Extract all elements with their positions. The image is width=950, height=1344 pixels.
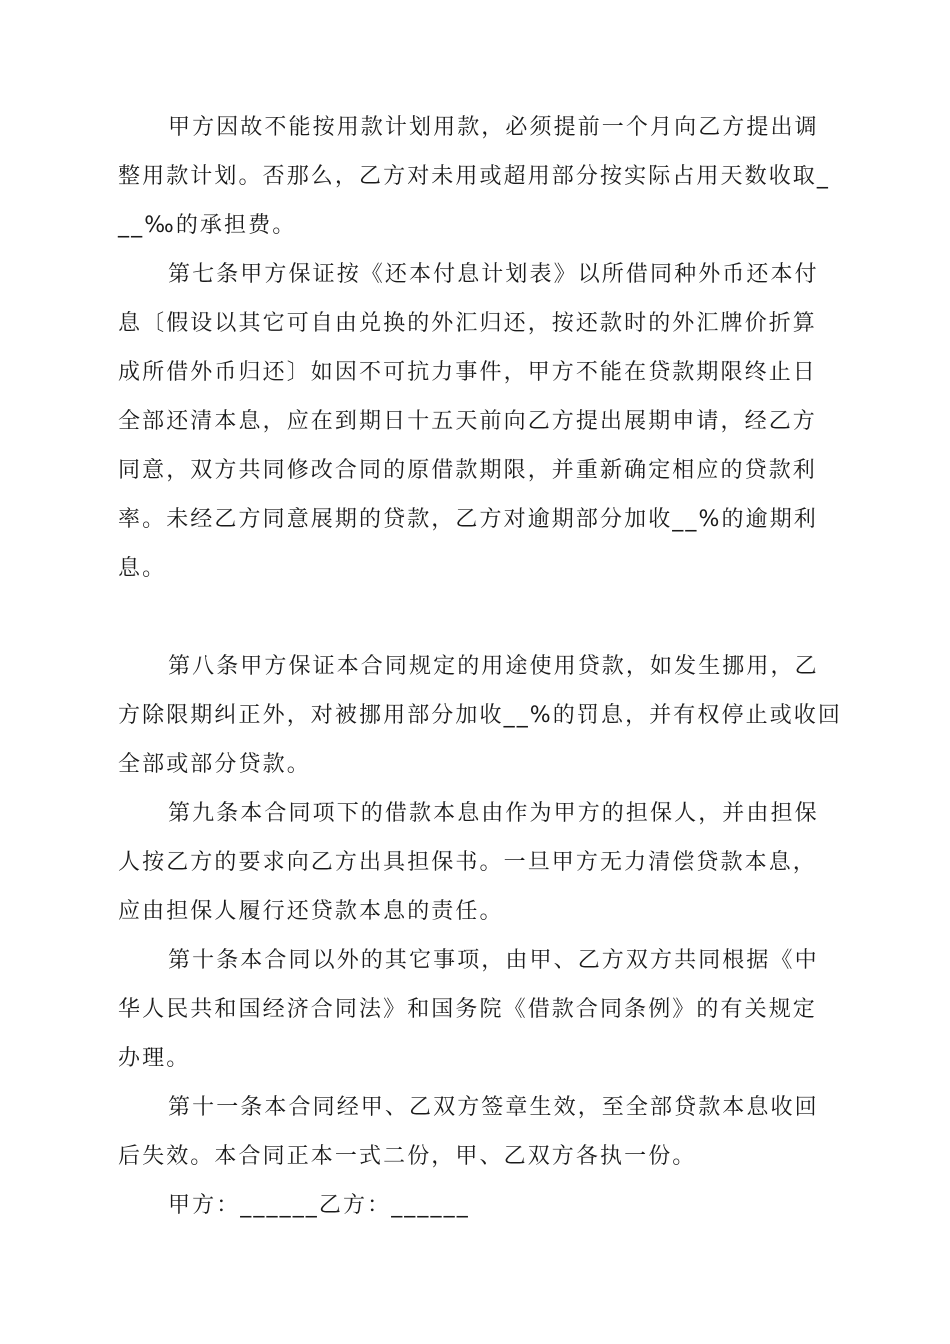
paragraph-article-8: 第八条甲方保证本合同规定的用途使用贷款，如发生挪用，乙 方除限期纠正外，对被挪用部分加收__%的罚息，并有权停止或收回 全部或部分贷款。	[118, 654, 843, 777]
signature-line: 甲方：______乙方：______	[168, 1193, 470, 1218]
paragraph-article-10: 第十条本合同以外的其它事项，由甲、乙方双方共同根据《中 华人民共和国经济合同法》和国务院《借款合同条例》的有关规定 办理。	[118, 948, 819, 1071]
paragraph-gap	[118, 593, 852, 642]
paragraph-article-9: 第九条本合同项下的借款本息由作为甲方的担保人，并由担保 人按乙方的要求向乙方出具担保书。一旦甲方无力清偿贷款本息， 应由担保人履行还贷款本息的责任。	[118, 801, 819, 924]
paragraph-article-7: 第七条甲方保证按《还本付息计划表》以所借同种外币还本付 息〔假设以其它可自由兑换的外汇归还，按还款时的外汇牌价折算 成所借外币归还〕如因不可抗力事件，甲方不能在贷款期限终止日 全部还清本息，应在到期日十五天前向乙方提出展期申请，经乙方 同意，双方共同修改合同的原借款期限，并重新确定相应的贷款利 率。未经乙方同意展期的贷款，乙方对逾期部分加收__%的逾期利息。	[118, 262, 819, 581]
paragraph-adjust-plan: 甲方因故不能按用款计划用款，必须提前一个月向乙方提出调 整用款计划。否那么，乙方对未用或超用部分按实际占用天数收取_ __‰的承担费。	[118, 115, 831, 238]
paragraph-article-11: 第十一条本合同经甲、乙双方签章生效，至全部贷款本息收回 后失效。本合同正本一式二份，甲、乙双方各执一份。	[118, 1095, 819, 1169]
document-body	[118, 103, 852, 1230]
